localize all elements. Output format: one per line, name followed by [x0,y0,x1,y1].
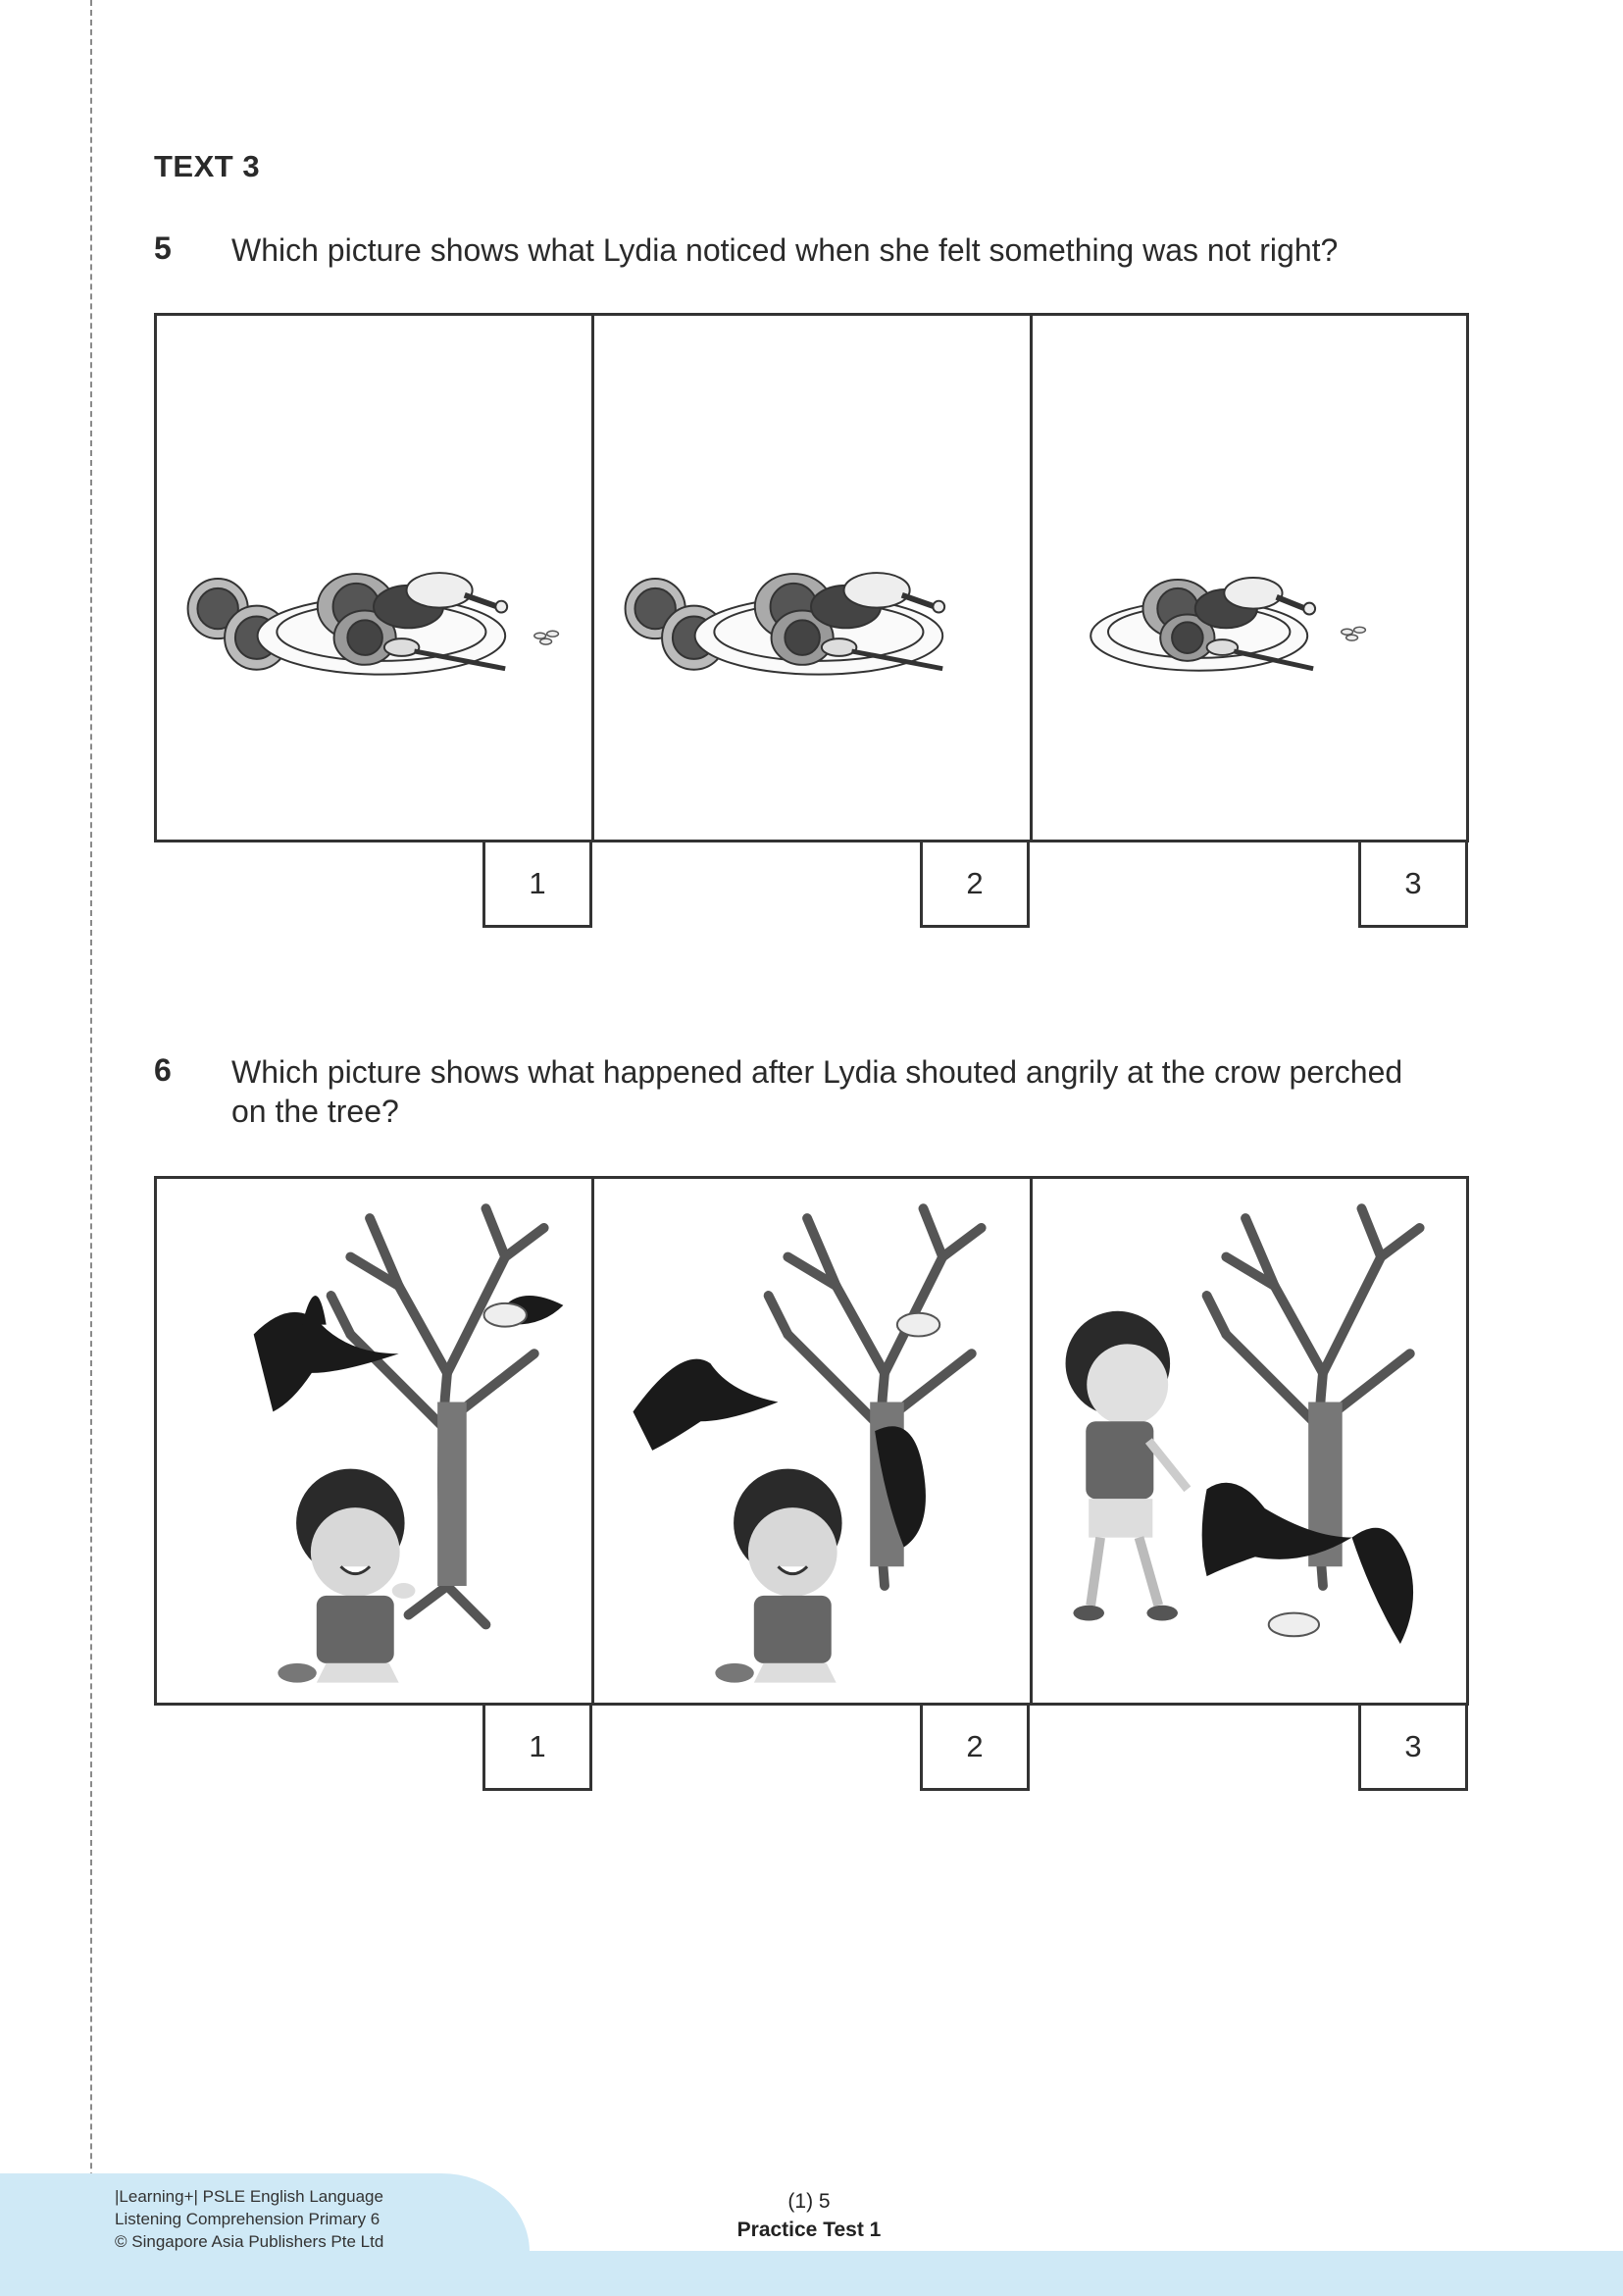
q6-option-2-label[interactable]: 2 [920,1706,1030,1791]
q6-picture-1[interactable] [154,1176,594,1706]
question-5-number: 5 [154,230,172,266]
q5-picture-2[interactable] [591,313,1033,842]
footer-book-subtitle: Listening Comprehension Primary 6 [115,2210,380,2228]
question-6-text-line2: on the tree? [231,1094,399,1129]
girl-covering-ears-crows-illustration [157,1179,591,1703]
test-name: Practice Test 1 [736,2219,882,2241]
food-plate-with-two-fruits-illustration [594,316,1030,840]
footer-book-title: |Learning+| PSLE English Language [115,2187,383,2206]
q5-option-1-label[interactable]: 1 [482,842,592,928]
q6-picture-3[interactable] [1030,1176,1469,1706]
food-plate-with-two-fruits-and-coins-illustration [157,316,591,840]
question-5-text: Which picture shows what Lydia noticed when she felt something was not right? [231,232,1339,268]
q6-option-1-label[interactable]: 1 [482,1706,592,1791]
question-5-panels [154,313,1469,900]
food-plate-with-coins-illustration [1033,316,1466,840]
section-title: TEXT 3 [154,149,261,183]
cut-line [90,0,92,2296]
girl-walking-crows-with-food-illustration [1033,1179,1466,1703]
q6-picture-2[interactable] [591,1176,1033,1706]
question-6-text-line1: Which picture shows what happened after Lydia shouted angrily at the crow perched [231,1054,1403,1090]
page-number: (1) 5 [787,2190,831,2213]
q5-option-3-label[interactable]: 3 [1358,842,1468,928]
footer-publisher-info [115,2185,383,2253]
q5-picture-1[interactable] [154,313,594,842]
girl-covering-ears-crow-on-tree-illustration [594,1179,1030,1703]
q5-picture-3[interactable] [1030,313,1469,842]
question-6-panels [154,1176,1469,1763]
q6-option-3-label[interactable]: 3 [1358,1706,1468,1791]
footer-page-info [677,2187,941,2244]
question-6-number: 6 [154,1052,172,1088]
footer-copyright: © Singapore Asia Publishers Pte Ltd [115,2232,384,2251]
q5-option-2-label[interactable]: 2 [920,842,1030,928]
